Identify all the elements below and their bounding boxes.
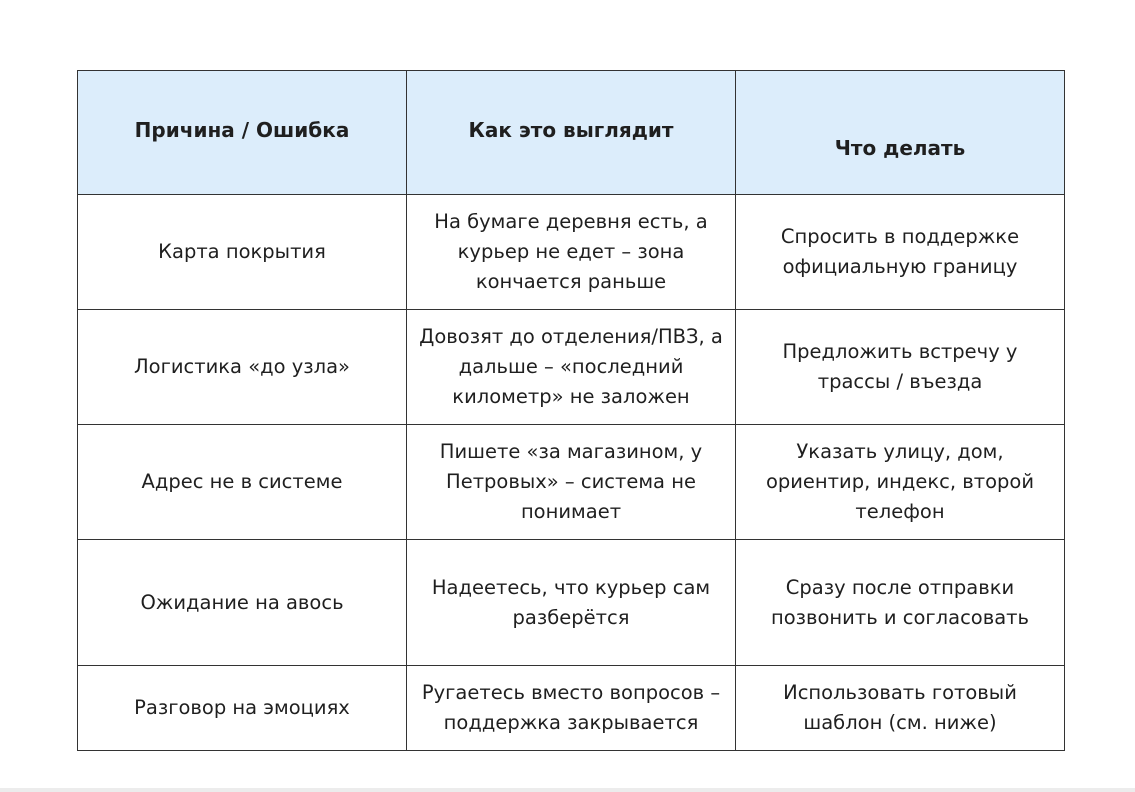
table-row	[78, 310, 1065, 425]
action-cell: Предложить встречу у трассы / въезда	[736, 310, 1065, 425]
table-row	[78, 540, 1065, 666]
action-cell: Спросить в поддержке официальную границу	[736, 195, 1065, 310]
action-cell: Сразу после отправки позвонить и согласовать	[736, 540, 1065, 666]
table-row	[78, 425, 1065, 540]
cause-cell: Адрес не в системе	[78, 425, 407, 540]
appearance-cell: Ругаетесь вместо вопросов – поддержка закрывается	[407, 666, 736, 751]
action-cell: Указать улицу, дом, ориентир, индекс, второй телефон	[736, 425, 1065, 540]
header-action: Что делать	[736, 71, 1065, 195]
action-cell: Использовать готовый шаблон (см. ниже)	[736, 666, 1065, 751]
appearance-cell: Довозят до отделения/ПВЗ, а дальше – «последний километр» не заложен	[407, 310, 736, 425]
page-bottom-edge	[0, 788, 1135, 792]
appearance-cell: Пишете «за магазином, у Петровых» – система не понимает	[407, 425, 736, 540]
table-row	[78, 666, 1065, 751]
appearance-cell: Надеетесь, что курьер сам разберётся	[407, 540, 736, 666]
appearance-cell: На бумаге деревня есть, а курьер не едет – зона кончается раньше	[407, 195, 736, 310]
reasons-table	[77, 70, 1065, 751]
cause-cell: Разговор на эмоциях	[78, 666, 407, 751]
cause-cell: Логистика «до узла»	[78, 310, 407, 425]
table-header-row	[78, 71, 1065, 195]
table-row	[78, 195, 1065, 310]
cause-cell: Ожидание на авось	[78, 540, 407, 666]
header-appearance: Как это выглядит	[407, 71, 736, 195]
cause-cell: Карта покрытия	[78, 195, 407, 310]
header-cause: Причина / Ошибка	[78, 71, 407, 195]
